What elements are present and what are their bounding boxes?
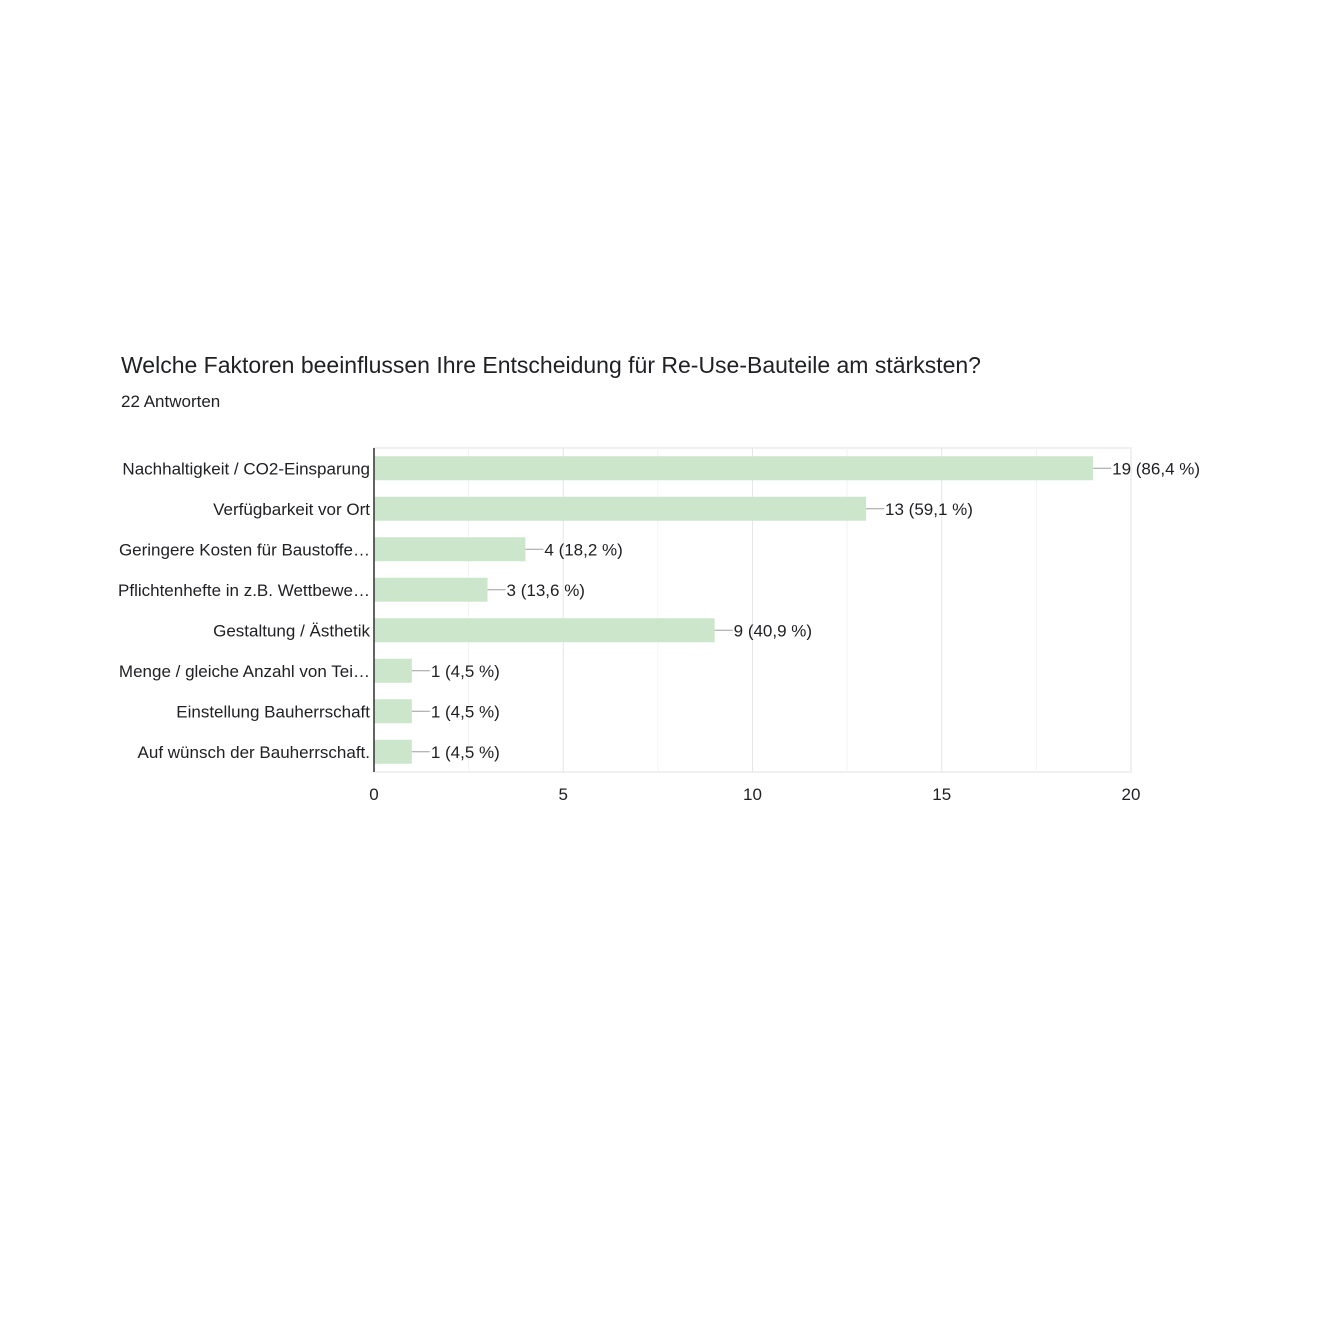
data-label: 19 (86,4 %) <box>1112 459 1201 479</box>
data-label: 13 (59,1 %) <box>885 499 973 519</box>
bar <box>374 578 488 602</box>
data-label: 4 (18,2 %) <box>544 540 623 560</box>
bar <box>374 497 866 521</box>
data-label: 1 (4,5 %) <box>430 702 500 722</box>
category-label: Pflichtenhefte in z.B. Wettbewe… <box>118 580 370 600</box>
data-label: 9 (40,9 %) <box>733 621 813 641</box>
x-tick-label: 15 <box>932 785 952 804</box>
response-count: 22 Antworten <box>121 392 221 411</box>
category-label: Einstellung Bauherrschaft <box>176 702 370 722</box>
x-tick-label: 5 <box>558 785 568 804</box>
category-label: Verfügbarkeit vor Ort <box>213 499 370 519</box>
chart-title: Welche Faktoren beeinflussen Ihre Entscheidung für Re-Use-Bauteile am stärksten? <box>121 352 981 378</box>
category-label: Geringere Kosten für Baustoffe… <box>118 540 370 560</box>
category-label: Auf wünsch der Bauherrschaft. <box>137 742 370 762</box>
category-label: Menge / gleiche Anzahl von Tei… <box>118 661 370 681</box>
data-label: 3 (13,6 %) <box>506 580 585 600</box>
category-label: Nachhaltigkeit / CO2-Einsparung <box>122 459 370 479</box>
x-tick-label: 20 <box>1121 785 1141 804</box>
bar <box>374 537 525 561</box>
bar <box>374 740 412 764</box>
x-tick-label: 0 <box>369 785 379 804</box>
x-tick-label: 10 <box>743 785 762 804</box>
category-label: Gestaltung / Ästhetik <box>213 621 370 641</box>
data-label: 1 (4,5 %) <box>430 742 500 762</box>
bar <box>374 618 715 642</box>
bar <box>374 456 1093 480</box>
bar <box>374 699 412 723</box>
data-label: 1 (4,5 %) <box>430 661 500 681</box>
bar <box>374 659 412 683</box>
